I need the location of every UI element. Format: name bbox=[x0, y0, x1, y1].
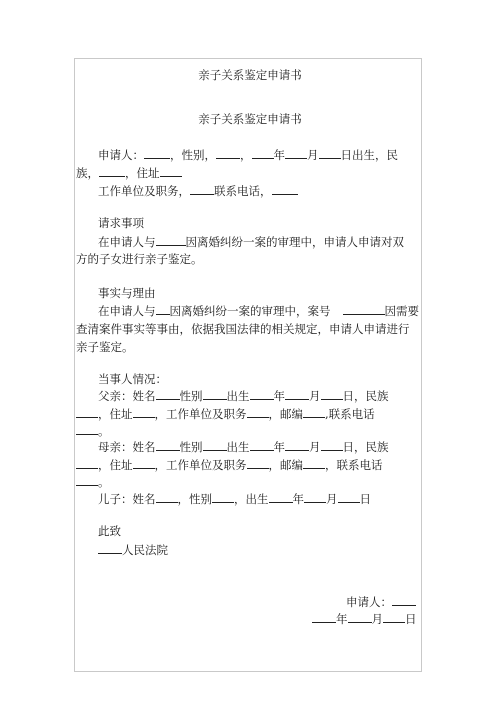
father-line-1: 父亲：姓名 性别 出生 年 月 日，民族 bbox=[98, 389, 389, 403]
mother-line-1: 母亲：姓名 性别 出生 年 月 日，民族 bbox=[98, 440, 389, 454]
mother-line-2: ，住址 ，工作单位及职务 ，邮编 ，联系电话 bbox=[76, 457, 383, 472]
facts-line-3: 亲子鉴定。 bbox=[76, 340, 134, 354]
son-line-1: 儿子：姓名 ，性别 ，出生 年 月 日 bbox=[98, 492, 371, 506]
parties-heading: 当事人情况： bbox=[98, 372, 167, 386]
facts-heading: 事实与理由 bbox=[98, 286, 156, 300]
court-line: 人民法院 bbox=[98, 542, 168, 557]
signature-applicant: 申请人： bbox=[346, 594, 416, 609]
applicant-line-1: 申请人： ，性别， ， 年 月 日出生，民 bbox=[98, 148, 398, 162]
father-line-2: ，住址 ，工作单位及职务 ，邮编 ,联系电话 bbox=[76, 406, 375, 421]
header-title: 亲子关系鉴定申请书 bbox=[198, 68, 302, 82]
signature-date: 年 月 日 bbox=[312, 611, 417, 626]
mother-line-3: 。 bbox=[76, 474, 110, 489]
facts-line-1: 在申请人与 因离婚纠纷一案的审理中，案号 因需要 bbox=[98, 304, 419, 318]
salutation: 此致 bbox=[98, 524, 121, 538]
request-line-2: 方的子女进行亲子鉴定。 bbox=[76, 252, 203, 266]
request-heading: 请求事项 bbox=[98, 216, 144, 230]
document-title: 亲子关系鉴定申请书 bbox=[198, 112, 302, 126]
father-line-3: 。 bbox=[76, 423, 110, 438]
request-line-1: 在申请人与 因离婚纠纷一案的审理中，申请人申请对双 bbox=[98, 235, 404, 249]
applicant-line-3: 工作单位及职务， 联系电话， bbox=[98, 183, 298, 198]
applicant-line-2: 族， ，住址 bbox=[76, 165, 182, 180]
facts-line-2: 查清案件事实等事由，依据我国法律的相关规定，申请人申请进行 bbox=[76, 322, 410, 336]
